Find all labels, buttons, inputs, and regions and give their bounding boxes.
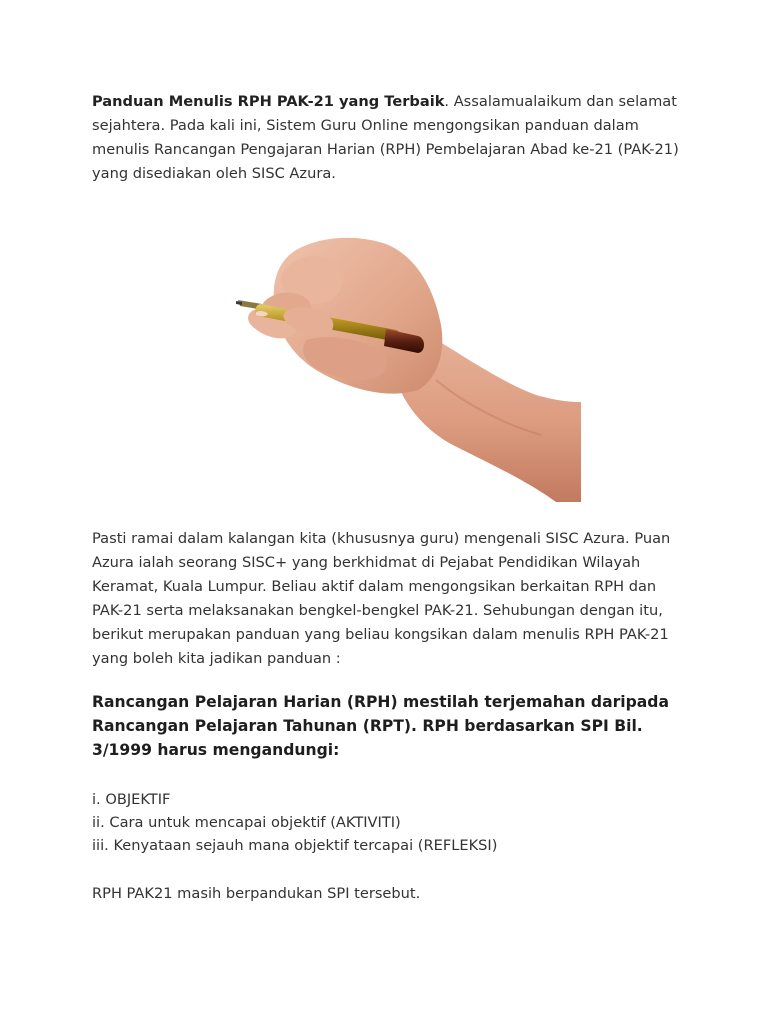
hand-holding-pen-icon <box>236 230 581 502</box>
requirements-list <box>92 788 682 857</box>
intro-paragraph <box>92 90 682 186</box>
section-heading: Rancangan Pelajaran Harian (RPH) mestilah terjemahan daripada Rancangan Pelajaran Tahunan (RPT). RPH berdasarkan SPI Bil. 3/1999 harus mengandungi: <box>92 693 669 759</box>
closing-paragraph: RPH PAK21 masih berpandukan SPI tersebut. <box>92 885 421 902</box>
list-item: i. OBJEKTIF <box>92 791 171 808</box>
background-paragraph: Pasti ramai dalam kalangan kita (khususnya guru) mengenali SISC Azura. Puan Azura ialah seorang SISC+ yang berkhidmat di Pejabat Pendidikan Wilayah Keramat, Kuala Lumpur. Beliau aktif dalam mengongsikan berkaitan RPH dan PAK-21 serta melaksanakan bengkel-bengkel PAK-21. Sehubungan dengan itu, berikut merupakan panduan yang beliau kongsikan dalam menulis RPH PAK-21 yang boleh kita jadikan panduan : <box>92 530 671 667</box>
list-item: iii. Kenyataan sejauh mana objektif tercapai (REFLEKSI) <box>92 837 498 854</box>
intro-lead-title: Panduan Menulis RPH PAK-21 yang Terbaik <box>92 93 445 110</box>
intro-body-text: . Assalamualaikum dan selamat sejahtera. Pada kali ini, Sistem Guru Online mengongsikan panduan dalam menulis Rancangan Pengajaran Harian (RPH) Pembelajaran Abad ke-21 (PAK-21) yang disediakan oleh SISC Azura. <box>92 93 679 182</box>
list-item: ii. Cara untuk mencapai objektif (AKTIVITI) <box>92 814 401 831</box>
